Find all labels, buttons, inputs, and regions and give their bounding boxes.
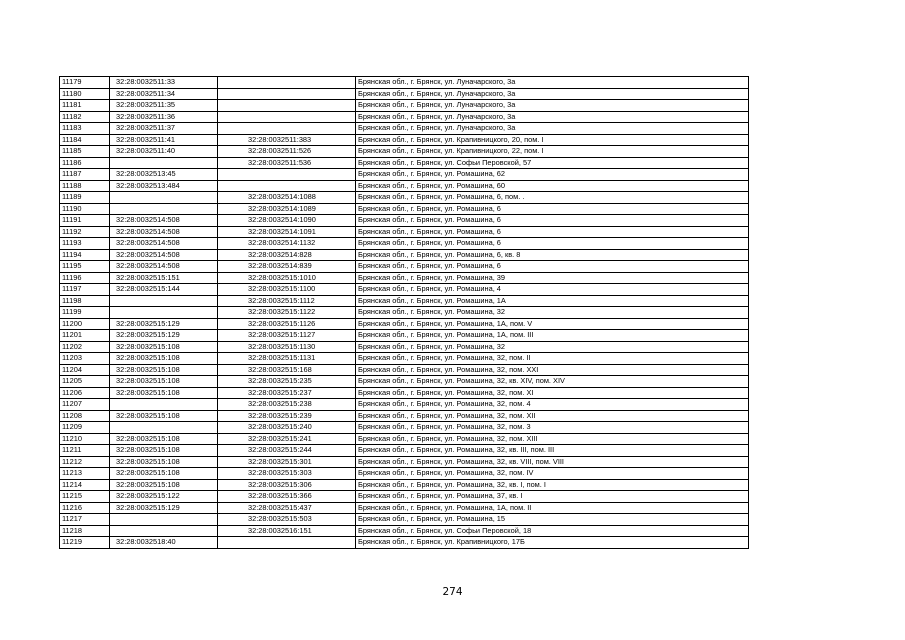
cadastral-number-cell: 32:28:0032515:108 xyxy=(110,479,218,491)
object-cadastral-number-cell xyxy=(218,169,356,181)
object-cadastral-number-cell: 32:28:0032515:1100 xyxy=(218,284,356,296)
row-number-cell: 11198 xyxy=(60,295,110,307)
row-number-cell: 11200 xyxy=(60,318,110,330)
address-cell: Брянская обл., г. Брянск, ул. Ромашина, 6, кв. 8 xyxy=(356,249,749,261)
table-row xyxy=(60,364,749,376)
address-cell: Брянская обл., г. Брянск, ул. Ромашина, 6, пом. . xyxy=(356,192,749,204)
table-row xyxy=(60,468,749,480)
cadastral-number-cell xyxy=(110,295,218,307)
cadastral-number-cell: 32:28:0032515:129 xyxy=(110,502,218,514)
object-cadastral-number-cell: 32:28:0032514:1088 xyxy=(218,192,356,204)
table-row xyxy=(60,502,749,514)
cadastral-number-cell: 32:28:0032511:36 xyxy=(110,111,218,123)
address-cell: Брянская обл., г. Брянск, ул. Ромашина, 32, пом. XIII xyxy=(356,433,749,445)
row-number-cell: 11180 xyxy=(60,88,110,100)
row-number-cell: 11204 xyxy=(60,364,110,376)
cadastral-number-cell: 32:28:0032513:45 xyxy=(110,169,218,181)
object-cadastral-number-cell: 32:28:0032515:303 xyxy=(218,468,356,480)
address-cell: Брянская обл., г. Брянск, ул. Софьи Перовской, 57 xyxy=(356,157,749,169)
table-row xyxy=(60,77,749,89)
object-cadastral-number-cell xyxy=(218,100,356,112)
address-cell: Брянская обл., г. Брянск, ул. Ромашина, 6 xyxy=(356,215,749,227)
address-cell: Брянская обл., г. Брянск, ул. Ромашина, 32 xyxy=(356,307,749,319)
cadastral-table xyxy=(59,76,749,549)
address-cell: Брянская обл., г. Брянск, ул. Ромашина, 4 xyxy=(356,284,749,296)
object-cadastral-number-cell xyxy=(218,111,356,123)
object-cadastral-number-cell: 32:28:0032514:1089 xyxy=(218,203,356,215)
cadastral-number-cell: 32:28:0032511:35 xyxy=(110,100,218,112)
address-cell: Брянская обл., г. Брянск, ул. Ромашина, 1А, пом. III xyxy=(356,330,749,342)
table-row xyxy=(60,192,749,204)
address-cell: Брянская обл., г. Брянск, ул. Ромашина, 32, кв. VIII, пом. VIII xyxy=(356,456,749,468)
address-cell: Брянская обл., г. Брянск, ул. Ромашина, 60 xyxy=(356,180,749,192)
object-cadastral-number-cell: 32:28:0032515:168 xyxy=(218,364,356,376)
table-row xyxy=(60,226,749,238)
address-cell: Брянская обл., г. Брянск, ул. Крапивницкого, 17Б xyxy=(356,537,749,549)
table-row xyxy=(60,445,749,457)
address-cell: Брянская обл., г. Брянск, ул. Луначарского, 3а xyxy=(356,111,749,123)
object-cadastral-number-cell xyxy=(218,180,356,192)
row-number-cell: 11184 xyxy=(60,134,110,146)
cadastral-number-cell: 32:28:0032515:108 xyxy=(110,364,218,376)
address-cell: Брянская обл., г. Брянск, ул. Ромашина, 15 xyxy=(356,514,749,526)
cadastral-number-cell: 32:28:0032515:144 xyxy=(110,284,218,296)
address-cell: Брянская обл., г. Брянск, ул. Ромашина, 32, пом. IV xyxy=(356,468,749,480)
object-cadastral-number-cell: 32:28:0032515:301 xyxy=(218,456,356,468)
object-cadastral-number-cell xyxy=(218,537,356,549)
row-number-cell: 11219 xyxy=(60,537,110,549)
object-cadastral-number-cell: 32:28:0032514:1132 xyxy=(218,238,356,250)
row-number-cell: 11189 xyxy=(60,192,110,204)
address-cell: Брянская обл., г. Брянск, ул. Ромашина, 1А, пом. II xyxy=(356,502,749,514)
row-number-cell: 11217 xyxy=(60,514,110,526)
row-number-cell: 11190 xyxy=(60,203,110,215)
table-row xyxy=(60,491,749,503)
table-row xyxy=(60,341,749,353)
row-number-cell: 11208 xyxy=(60,410,110,422)
row-number-cell: 11193 xyxy=(60,238,110,250)
object-cadastral-number-cell: 32:28:0032515:437 xyxy=(218,502,356,514)
address-cell: Брянская обл., г. Брянск, ул. Луначарского, 3а xyxy=(356,77,749,89)
address-cell: Брянская обл., г. Брянск, ул. Ромашина, 32, кв. I, пом. I xyxy=(356,479,749,491)
cadastral-number-cell: 32:28:0032511:34 xyxy=(110,88,218,100)
cadastral-number-cell: 32:28:0032511:40 xyxy=(110,146,218,158)
table-row xyxy=(60,180,749,192)
address-cell: Брянская обл., г. Брянск, ул. Ромашина, 6 xyxy=(356,261,749,273)
object-cadastral-number-cell: 32:28:0032515:1131 xyxy=(218,353,356,365)
row-number-cell: 11209 xyxy=(60,422,110,434)
row-number-cell: 11197 xyxy=(60,284,110,296)
table-row xyxy=(60,433,749,445)
table-row xyxy=(60,376,749,388)
address-cell: Брянская обл., г. Брянск, ул. Ромашина, 6 xyxy=(356,203,749,215)
table-row xyxy=(60,134,749,146)
object-cadastral-number-cell: 32:28:0032515:241 xyxy=(218,433,356,445)
table-row xyxy=(60,353,749,365)
cadastral-number-cell: 32:28:0032514:508 xyxy=(110,226,218,238)
table-row xyxy=(60,422,749,434)
cadastral-number-cell: 32:28:0032514:508 xyxy=(110,261,218,273)
row-number-cell: 11202 xyxy=(60,341,110,353)
cadastral-number-cell xyxy=(110,525,218,537)
row-number-cell: 11195 xyxy=(60,261,110,273)
address-cell: Брянская обл., г. Брянск, ул. Ромашина, 6 xyxy=(356,226,749,238)
row-number-cell: 11191 xyxy=(60,215,110,227)
table-row xyxy=(60,525,749,537)
row-number-cell: 11206 xyxy=(60,387,110,399)
address-cell: Брянская обл., г. Брянск, ул. Ромашина, 32, кв. XIV, пом. XIV xyxy=(356,376,749,388)
table-row xyxy=(60,307,749,319)
cadastral-number-cell: 32:28:0032515:108 xyxy=(110,353,218,365)
object-cadastral-number-cell: 32:28:0032514:1090 xyxy=(218,215,356,227)
object-cadastral-number-cell: 32:28:0032515:235 xyxy=(218,376,356,388)
table-row xyxy=(60,261,749,273)
row-number-cell: 11203 xyxy=(60,353,110,365)
object-cadastral-number-cell: 32:28:0032514:1091 xyxy=(218,226,356,238)
page-number: 274 xyxy=(442,586,463,598)
row-number-cell: 11186 xyxy=(60,157,110,169)
row-number-cell: 11185 xyxy=(60,146,110,158)
address-cell: Брянская обл., г. Брянск, ул. Ромашина, 32, кв. III, пом. III xyxy=(356,445,749,457)
row-number-cell: 11207 xyxy=(60,399,110,411)
cadastral-number-cell: 32:28:0032515:108 xyxy=(110,341,218,353)
cadastral-number-cell: 32:28:0032514:508 xyxy=(110,238,218,250)
address-cell: Брянская обл., г. Брянск, ул. Луначарского, 3а xyxy=(356,100,749,112)
cadastral-number-cell xyxy=(110,399,218,411)
object-cadastral-number-cell: 32:28:0032516:151 xyxy=(218,525,356,537)
cadastral-number-cell: 32:28:0032511:33 xyxy=(110,77,218,89)
object-cadastral-number-cell: 32:28:0032515:306 xyxy=(218,479,356,491)
table-row xyxy=(60,203,749,215)
cadastral-number-cell: 32:28:0032515:129 xyxy=(110,318,218,330)
cadastral-number-cell: 32:28:0032515:151 xyxy=(110,272,218,284)
row-number-cell: 11192 xyxy=(60,226,110,238)
cadastral-number-cell: 32:28:0032515:108 xyxy=(110,433,218,445)
row-number-cell: 11196 xyxy=(60,272,110,284)
address-cell: Брянская обл., г. Брянск, ул. Ромашина, 32, пом. XXI xyxy=(356,364,749,376)
table-row xyxy=(60,238,749,250)
object-cadastral-number-cell: 32:28:0032515:503 xyxy=(218,514,356,526)
address-cell: Брянская обл., г. Брянск, ул. Ромашина, 32, пом. II xyxy=(356,353,749,365)
table-row xyxy=(60,146,749,158)
cadastral-number-cell: 32:28:0032515:108 xyxy=(110,445,218,457)
address-cell: Брянская обл., г. Брянск, ул. Ромашина, 32, пом. XI xyxy=(356,387,749,399)
row-number-cell: 11214 xyxy=(60,479,110,491)
address-cell: Брянская обл., г. Брянск, ул. Ромашина, 32, пом. 3 xyxy=(356,422,749,434)
object-cadastral-number-cell: 32:28:0032515:240 xyxy=(218,422,356,434)
object-cadastral-number-cell: 32:28:0032515:1010 xyxy=(218,272,356,284)
object-cadastral-number-cell xyxy=(218,123,356,135)
table-row xyxy=(60,157,749,169)
row-number-cell: 11213 xyxy=(60,468,110,480)
table-row xyxy=(60,284,749,296)
cadastral-number-cell xyxy=(110,514,218,526)
row-number-cell: 11201 xyxy=(60,330,110,342)
cadastral-number-cell: 32:28:0032515:129 xyxy=(110,330,218,342)
object-cadastral-number-cell: 32:28:0032511:536 xyxy=(218,157,356,169)
row-number-cell: 11179 xyxy=(60,77,110,89)
table-row xyxy=(60,272,749,284)
address-cell: Брянская обл., г. Брянск, ул. Ромашина, 32, пом. 4 xyxy=(356,399,749,411)
row-number-cell: 11211 xyxy=(60,445,110,457)
row-number-cell: 11182 xyxy=(60,111,110,123)
row-number-cell: 11215 xyxy=(60,491,110,503)
cadastral-number-cell xyxy=(110,422,218,434)
table-row xyxy=(60,100,749,112)
address-cell: Брянская обл., г. Брянск, ул. Ромашина, 1А xyxy=(356,295,749,307)
address-cell: Брянская обл., г. Брянск, ул. Луначарского, 3а xyxy=(356,88,749,100)
object-cadastral-number-cell: 32:28:0032515:238 xyxy=(218,399,356,411)
address-cell: Брянская обл., г. Брянск, ул. Крапивницкого, 20, пом. I xyxy=(356,134,749,146)
cadastral-number-cell: 32:28:0032514:508 xyxy=(110,249,218,261)
address-cell: Брянская обл., г. Брянск, ул. Ромашина, 1А, пом. V xyxy=(356,318,749,330)
table-row xyxy=(60,295,749,307)
cadastral-number-cell: 32:28:0032514:508 xyxy=(110,215,218,227)
table-row xyxy=(60,514,749,526)
object-cadastral-number-cell: 32:28:0032515:1130 xyxy=(218,341,356,353)
row-number-cell: 11218 xyxy=(60,525,110,537)
address-cell: Брянская обл., г. Брянск, ул. Ромашина, 39 xyxy=(356,272,749,284)
row-number-cell: 11194 xyxy=(60,249,110,261)
row-number-cell: 11181 xyxy=(60,100,110,112)
row-number-cell: 11188 xyxy=(60,180,110,192)
cadastral-number-cell: 32:28:0032515:108 xyxy=(110,376,218,388)
object-cadastral-number-cell: 32:28:0032515:244 xyxy=(218,445,356,457)
table-row xyxy=(60,318,749,330)
table-row xyxy=(60,111,749,123)
table-row xyxy=(60,215,749,227)
row-number-cell: 11199 xyxy=(60,307,110,319)
row-number-cell: 11212 xyxy=(60,456,110,468)
table-row xyxy=(60,249,749,261)
address-cell: Брянская обл., г. Брянск, ул. Луначарского, 3а xyxy=(356,123,749,135)
row-number-cell: 11205 xyxy=(60,376,110,388)
row-number-cell: 11210 xyxy=(60,433,110,445)
table-row xyxy=(60,399,749,411)
cadastral-number-cell xyxy=(110,307,218,319)
cadastral-number-cell xyxy=(110,203,218,215)
object-cadastral-number-cell: 32:28:0032514:828 xyxy=(218,249,356,261)
row-number-cell: 11187 xyxy=(60,169,110,181)
row-number-cell: 11216 xyxy=(60,502,110,514)
address-cell: Брянская обл., г. Брянск, ул. Крапивницкого, 22, пом. I xyxy=(356,146,749,158)
cadastral-number-cell: 32:28:0032515:108 xyxy=(110,468,218,480)
object-cadastral-number-cell: 32:28:0032515:1122 xyxy=(218,307,356,319)
object-cadastral-number-cell: 32:28:0032511:383 xyxy=(218,134,356,146)
table-row xyxy=(60,123,749,135)
cadastral-number-cell xyxy=(110,157,218,169)
cadastral-number-cell: 32:28:0032515:108 xyxy=(110,410,218,422)
table-row xyxy=(60,537,749,549)
cadastral-number-cell: 32:28:0032511:37 xyxy=(110,123,218,135)
row-number-cell: 11183 xyxy=(60,123,110,135)
table-body xyxy=(60,77,749,549)
table-row xyxy=(60,330,749,342)
table-row xyxy=(60,169,749,181)
object-cadastral-number-cell xyxy=(218,77,356,89)
address-cell: Брянская обл., г. Брянск, ул. Ромашина, 37, кв. I xyxy=(356,491,749,503)
cadastral-number-cell: 32:28:0032515:108 xyxy=(110,456,218,468)
object-cadastral-number-cell: 32:28:0032515:239 xyxy=(218,410,356,422)
table-row xyxy=(60,479,749,491)
table-row xyxy=(60,456,749,468)
table-row xyxy=(60,410,749,422)
cadastral-number-cell: 32:28:0032515:108 xyxy=(110,387,218,399)
object-cadastral-number-cell: 32:28:0032515:1126 xyxy=(218,318,356,330)
address-cell: Брянская обл., г. Брянск, ул. Софьи Перовской, 18 xyxy=(356,525,749,537)
cadastral-number-cell: 32:28:0032511:41 xyxy=(110,134,218,146)
address-cell: Брянская обл., г. Брянск, ул. Ромашина, 32, пом. XII xyxy=(356,410,749,422)
object-cadastral-number-cell xyxy=(218,88,356,100)
table-row xyxy=(60,387,749,399)
object-cadastral-number-cell: 32:28:0032515:1112 xyxy=(218,295,356,307)
cadastral-number-cell: 32:28:0032515:122 xyxy=(110,491,218,503)
address-cell: Брянская обл., г. Брянск, ул. Ромашина, 62 xyxy=(356,169,749,181)
object-cadastral-number-cell: 32:28:0032514:839 xyxy=(218,261,356,273)
cadastral-number-cell: 32:28:0032513:484 xyxy=(110,180,218,192)
table-row xyxy=(60,88,749,100)
object-cadastral-number-cell: 32:28:0032515:366 xyxy=(218,491,356,503)
cadastral-number-cell: 32:28:0032518:40 xyxy=(110,537,218,549)
address-cell: Брянская обл., г. Брянск, ул. Ромашина, 32 xyxy=(356,341,749,353)
object-cadastral-number-cell: 32:28:0032515:237 xyxy=(218,387,356,399)
object-cadastral-number-cell: 32:28:0032515:1127 xyxy=(218,330,356,342)
object-cadastral-number-cell: 32:28:0032511:526 xyxy=(218,146,356,158)
cadastral-number-cell xyxy=(110,192,218,204)
address-cell: Брянская обл., г. Брянск, ул. Ромашина, 6 xyxy=(356,238,749,250)
